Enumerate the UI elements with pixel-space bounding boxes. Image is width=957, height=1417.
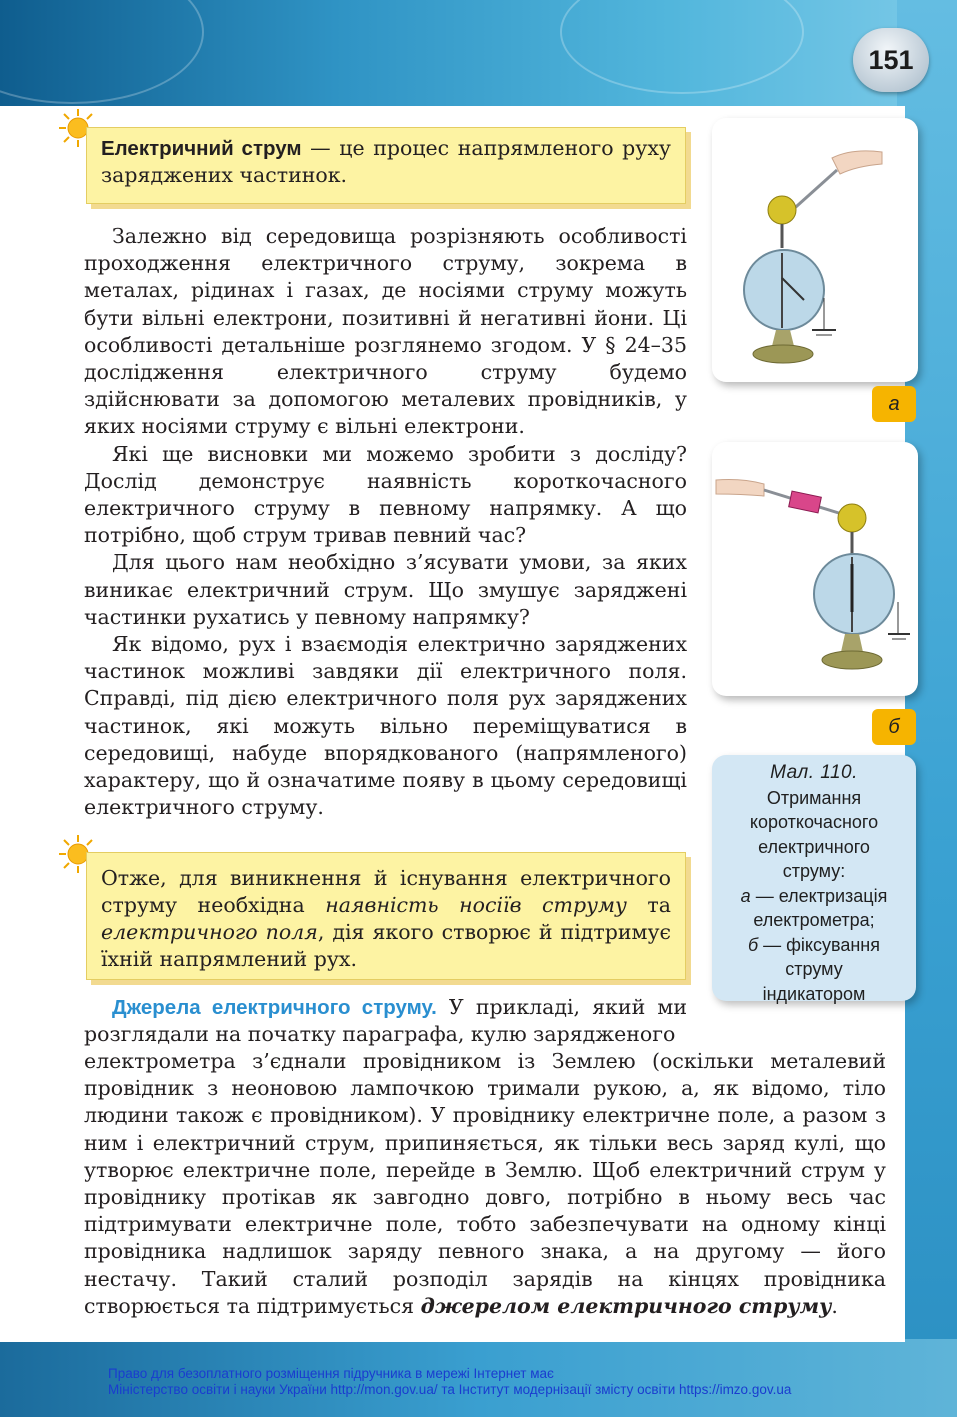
sources-intro xyxy=(84,994,687,1048)
conclusion-italic: наявність носіїв струму xyxy=(325,893,627,917)
caption-text: — фіксування xyxy=(758,934,880,955)
footer-line-2[interactable]: Міністерство освіти і науки України http://mon.gov.ua/ та Інститут модернізації змісту освіти https://imzo.gov.ua xyxy=(108,1382,792,1397)
sources-first-lines xyxy=(84,994,687,1048)
paragraph-2: Які ще висновки ми можемо зробити з досліду? Дослід демонструє наявність короткочасного електричного струму в певному напрямку. А що потрібно, щоб струм тривав певний час? xyxy=(84,441,687,548)
caption-letter: а xyxy=(740,885,751,906)
paragraph-4: Як відомо, рух і взаємодія електрично заряджених частинок можливі завдяки дії електричного поля. Справді, під дією електричного поля рух заряджених частинок, які можуть вільно переміщуватися в середовищі, набуде впорядкованого (напрямленого) характеру, що й означатиме появу в цьому середовищі електричного струму. xyxy=(84,632,687,820)
footer-line-1: Право для безоплатного розміщення підручника в мережі Інтернет має xyxy=(108,1366,554,1381)
definition-rest: — це процес напрямленого руху заряджених частинок. xyxy=(101,136,671,187)
indicator-illustration xyxy=(712,442,918,696)
figure-a-label: а xyxy=(872,386,916,422)
figure-a xyxy=(712,118,918,382)
figure-b-label: б xyxy=(872,709,916,745)
caption-line-a xyxy=(712,884,916,909)
paragraph-1: Залежно від середовища розрізняють особливості проходження електричного струму, зокрема в металах, рідинах і газах, де носіями струму можуть бути вільні електрони, позитивні й негативні йони. Ці особливості детальніше розглянемо згодом. У § 24–35 дослідження електричного струму будемо здійснювати за допомогою металевих провідників, у яких носіями струму є вільні електрони. xyxy=(84,224,687,439)
caption-line: струму xyxy=(785,959,843,979)
definition-text xyxy=(101,135,671,189)
caption-title: Мал. 110. xyxy=(770,762,858,783)
electrometer-illustration xyxy=(712,118,918,382)
sources-continued xyxy=(84,1048,886,1320)
sources-body xyxy=(84,1048,886,1320)
footer-license xyxy=(108,1366,908,1398)
caption-line: Отримання xyxy=(766,787,862,808)
caption-line: електрометра; xyxy=(753,910,875,930)
figure-caption xyxy=(712,755,916,1004)
sources-end: . xyxy=(831,1293,838,1318)
conclusion-box xyxy=(86,852,686,980)
definition-term: Електричний струм xyxy=(101,137,302,160)
body-text xyxy=(84,223,687,821)
caption-text: — електризація xyxy=(750,885,888,906)
page-number: 151 xyxy=(853,28,929,92)
caption-line: струму: xyxy=(782,861,846,881)
caption-line: індикатором xyxy=(762,983,866,1004)
caption-line: короткочасного xyxy=(749,812,879,832)
definition-box xyxy=(86,127,686,204)
conclusion-part: Отже, для виникнення й існування електричного струму необхідна xyxy=(101,866,671,917)
conclusion-part: , дія якого створює й підтримує їхній напрямлений рух. xyxy=(101,920,671,971)
figure-b xyxy=(712,442,918,696)
sources-text: У прикладі, який ми розглядали на початку параграфа, кулю зарядженого xyxy=(84,995,687,1047)
paragraph-3: Для цього нам необхідно з’ясувати умови, за яких виникає електричний струм. Що змушує заряджені частинки рухатись у певному напрямку? xyxy=(84,550,687,629)
caption-letter: б xyxy=(747,934,759,955)
sources-italic: джерелом електричного струму xyxy=(420,1293,832,1318)
caption-line: електричного xyxy=(758,836,870,857)
conclusion-part: та xyxy=(626,893,671,917)
section-heading: Джерела електричного струму. xyxy=(112,996,437,1019)
caption-line-b xyxy=(712,933,916,958)
sources-text: електрометра з’єднали провідником із Землею (оскільки металевий провідник з неоновою лампочкою тримали рукою, а, як відомо, тіло людини також є провідником). У провіднику електричне поле, а разом з ним і електричний струм, припиняється, як тільки весь заряд кулі, що утворює електричне поле, перейде в Землю. Щоб електричний струм у провіднику протікав як завгодно довго, потрібно в ньому весь час підтримувати електричне поле, тобто забезпечувати на одному кінці провідника надлишок заряду певного знака, а на другому — його нестачу. Такий сталий розподіл зарядів на кінцях провідника створюється та підтримується xyxy=(84,1049,886,1318)
conclusion-italic: електричного поля xyxy=(101,920,318,944)
conclusion-text xyxy=(101,865,671,973)
